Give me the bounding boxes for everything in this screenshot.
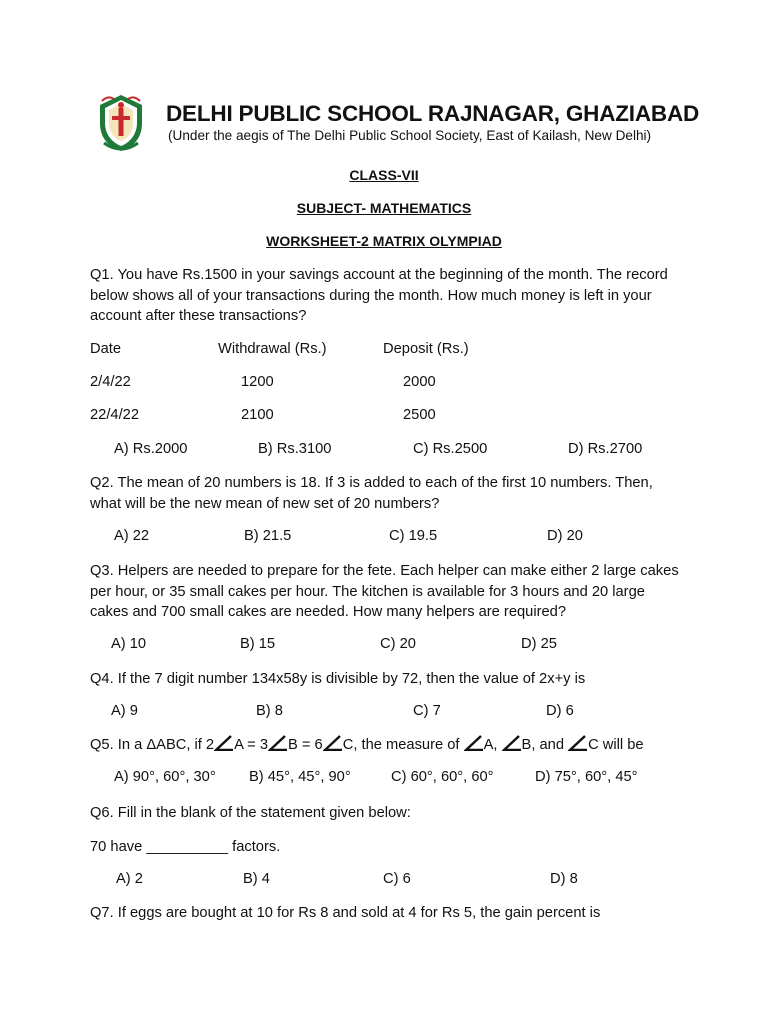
school-name: DELHI PUBLIC SCHOOL RAJNAGAR, GHAZIABAD bbox=[166, 101, 700, 126]
q5-part: A, bbox=[483, 737, 502, 753]
q2-option-a: A) 22 bbox=[114, 528, 150, 544]
q6-option-b: B) 4 bbox=[243, 871, 270, 887]
q5-option-a: A) 90°, 60°, 30° bbox=[114, 769, 216, 785]
worksheet-heading: WORKSHEET-2 MATRIX OLYMPIAD bbox=[266, 233, 502, 249]
q1-option-c: C) Rs.2500 bbox=[413, 441, 488, 457]
q4-option-d: D) 6 bbox=[546, 703, 574, 719]
table-cell: 2100 bbox=[241, 407, 274, 423]
question-3-text: Q3. Helpers are needed to prepare for the fete. Each helper can make either 2 large cakes per hour, or 35 small cakes per hour. The kitchen is available for 3 hours and 20 large cakes and 700 small cakes are needed. How many helpers are required? bbox=[90, 563, 679, 620]
q4-option-b: B) 8 bbox=[256, 703, 283, 719]
angle-symbol-icon bbox=[464, 735, 484, 751]
q6-option-c: C) 6 bbox=[383, 871, 411, 887]
q1-option-b: B) Rs.3100 bbox=[258, 441, 332, 457]
q4-option-a: A) 9 bbox=[111, 703, 138, 719]
q2-option-b: B) 21.5 bbox=[244, 528, 292, 544]
q3-option-d: D) 25 bbox=[521, 636, 557, 652]
q5-part: Q5. In a ΔABC, if 2 bbox=[90, 737, 215, 753]
q5-part: A = 3 bbox=[234, 737, 269, 753]
angle-symbol-icon bbox=[502, 735, 522, 751]
subject-heading: SUBJECT- MATHEMATICS bbox=[296, 200, 472, 216]
q5-option-d: D) 75°, 60°, 45° bbox=[535, 769, 638, 785]
table-cell: 1200 bbox=[241, 374, 274, 390]
question-5-text bbox=[90, 735, 690, 756]
angle-symbol-icon bbox=[323, 735, 343, 751]
table-cell: 22/4/22 bbox=[90, 407, 140, 423]
q1-option-a: A) Rs.2000 bbox=[114, 441, 188, 457]
question-6-statement: 70 have __________ factors. bbox=[90, 839, 281, 855]
q1-option-d: D) Rs.2700 bbox=[568, 441, 643, 457]
q3-option-c: C) 20 bbox=[380, 636, 416, 652]
angle-symbol-icon bbox=[268, 735, 288, 751]
table-cell: 2000 bbox=[403, 374, 436, 390]
question-2-text: Q2. The mean of 20 numbers is 18. If 3 is added to each of the first 10 numbers. Then, what will be the new mean of new set of 20 numbers? bbox=[90, 475, 653, 512]
q5-option-c: C) 60°, 60°, 60° bbox=[391, 769, 494, 785]
table-cell: 2500 bbox=[403, 407, 436, 423]
q3-option-a: A) 10 bbox=[111, 636, 147, 652]
q5-part: C will be bbox=[588, 737, 644, 753]
question-1-text: Q1. You have Rs.1500 in your savings account at the beginning of the month. The record below shows all of your transactions during the month. How much money is left in your account after these transactions? bbox=[90, 267, 668, 324]
q5-part: C, the measure of bbox=[342, 737, 464, 753]
angle-symbol-icon bbox=[214, 735, 234, 751]
table-cell: 2/4/22 bbox=[90, 374, 131, 390]
angle-symbol-icon bbox=[568, 735, 588, 751]
question-4-text: Q4. If the 7 digit number 134x58y is divisible by 72, then the value of 2x+y is bbox=[90, 671, 586, 687]
question-6-text: Q6. Fill in the blank of the statement given below: bbox=[90, 805, 411, 821]
q2-option-d: D) 20 bbox=[547, 528, 583, 544]
question-7-text: Q7. If eggs are bought at 10 for Rs 8 and sold at 4 for Rs 5, the gain percent is bbox=[90, 905, 601, 921]
class-heading: CLASS-VII bbox=[349, 167, 419, 183]
table-header-date: Date bbox=[90, 341, 122, 357]
q4-option-c: C) 7 bbox=[413, 703, 441, 719]
q3-option-b: B) 15 bbox=[240, 636, 276, 652]
q5-part: B, and bbox=[521, 737, 569, 753]
q2-option-c: C) 19.5 bbox=[389, 528, 438, 544]
q6-option-a: A) 2 bbox=[116, 871, 143, 887]
table-header-withdrawal: Withdrawal (Rs.) bbox=[218, 341, 327, 357]
q6-option-d: D) 8 bbox=[550, 871, 578, 887]
table-header-deposit: Deposit (Rs.) bbox=[383, 341, 469, 357]
q5-part: B = 6 bbox=[288, 737, 323, 753]
q5-option-b: B) 45°, 45°, 90° bbox=[249, 769, 351, 785]
school-subtitle: (Under the aegis of The Delhi Public School Society, East of Kailash, New Delhi) bbox=[168, 128, 652, 143]
school-logo-icon bbox=[98, 93, 144, 153]
